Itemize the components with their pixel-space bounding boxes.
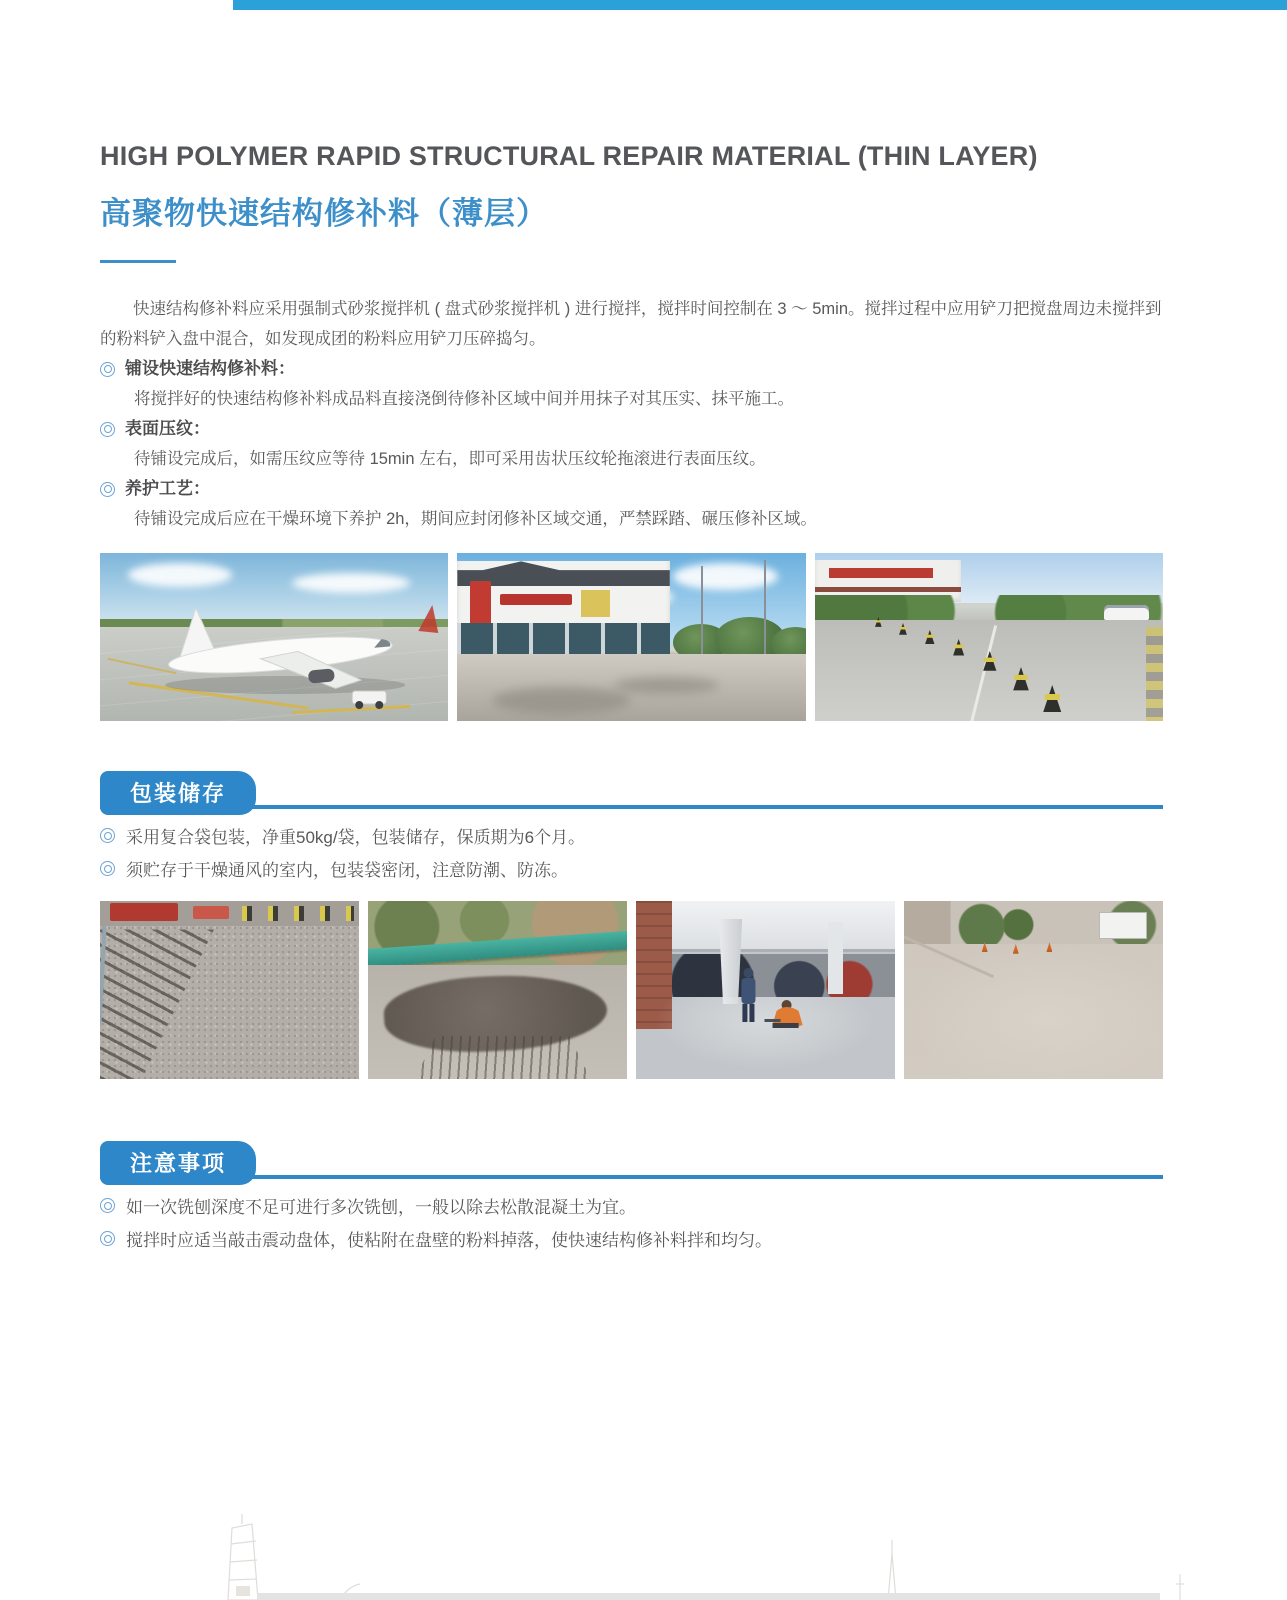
photo-milled-surface [100, 901, 359, 1079]
bullet-text: 采用复合袋包装，净重50kg/袋，包装储存，保质期为6个月。 [126, 828, 586, 847]
photo-fresh-concrete [904, 901, 1163, 1079]
page-title-chinese: 高聚物快速结构修补料（薄层） [100, 196, 548, 231]
bullet-row [100, 1189, 1163, 1222]
airplane-illustration [100, 553, 448, 721]
section-rule [100, 1175, 1163, 1179]
photo-guardrail-patched-road [368, 901, 627, 1079]
section-rule [100, 805, 1163, 809]
item-body: 待铺设完成后应在干燥环境下养护 2h，期间应封闭修补区域交通，严禁踩踏、碾压修补区域。 [134, 510, 817, 528]
bullet-text: 如一次铣刨深度不足可进行多次铣刨，一般以除去松散混凝土为宜。 [126, 1198, 636, 1217]
photo-row-applications [100, 553, 1163, 721]
bullet-text: 搅拌时应适当敲击震动盘体，使粘附在盘壁的粉料掉落，使快速结构修补料拌和均匀。 [126, 1231, 772, 1250]
item-heading: 表面压纹： [125, 419, 210, 438]
bottom-accent-bar [257, 1593, 1160, 1600]
intro-paragraph: 快速结构修补料应采用强制式砂浆搅拌机 ( 盘式砂浆搅拌机 ) 进行搅拌，搅拌时间控制在 3 ～ 5min。搅拌过程中应用铲刀把搅盘周边未搅拌到的粉料铲入盘中混合，如发现成团的粉料应用铲刀压碎捣匀。 [100, 300, 1162, 348]
mixing-instructions-section [100, 294, 1163, 534]
double-circle-bullet-icon [100, 482, 115, 497]
item-heading: 养护工艺： [125, 479, 210, 498]
list-item-curing [100, 474, 1163, 534]
section-tab: 包装储存 [100, 771, 256, 815]
double-circle-bullet-icon [100, 422, 115, 437]
item-body: 待铺设完成后，如需压纹应等待 15min 左右，即可采用齿状压纹轮拖滚进行表面压纹。 [134, 450, 766, 468]
standing-worker [741, 968, 755, 1022]
list-item-paving [100, 354, 1163, 414]
double-circle-bullet-icon [100, 861, 115, 876]
packaging-bullets [100, 819, 1163, 885]
double-circle-bullet-icon [100, 828, 115, 843]
double-circle-bullet-icon [100, 1231, 115, 1246]
double-circle-bullet-icon [100, 1198, 115, 1213]
crouching-worker [764, 1000, 802, 1028]
list-item-surface-texturing [100, 414, 1163, 474]
double-circle-bullet-icon [100, 362, 115, 377]
section-packaging-storage [100, 771, 1163, 815]
bullet-row [100, 852, 1163, 885]
workers-illustration [636, 901, 895, 1079]
precautions-bullets [100, 1189, 1163, 1255]
photo-row-construction [100, 901, 1163, 1079]
item-heading: 铺设快速结构修补料： [125, 359, 295, 378]
title-underline [100, 260, 176, 263]
page-title-english: HIGH POLYMER RAPID STRUCTURAL REPAIR MATERIAL (THIN LAYER) [100, 141, 1038, 171]
bullet-text: 须贮存于干燥通风的室内，包装袋密闭，注意防潮、防冻。 [126, 861, 568, 880]
photo-gas-station-workers [636, 901, 895, 1079]
bullet-row [100, 819, 1163, 852]
top-accent-bar [233, 0, 1287, 10]
photo-service-area-building [457, 553, 805, 721]
photo-airplane-on-apron [100, 553, 448, 721]
section-tab: 注意事项 [100, 1141, 256, 1185]
skyline-watermark [0, 1510, 1287, 1600]
item-body: 将搅拌好的快速结构修补料成品料直接浇倒待修补区域中间并用抹子对其压实、抹平施工。 [134, 390, 794, 408]
section-precautions [100, 1141, 1163, 1185]
traffic-cones-illustration [815, 553, 1163, 721]
bullet-row [100, 1222, 1163, 1255]
page-header [100, 141, 1180, 263]
photo-service-area-road-cones [815, 553, 1163, 721]
